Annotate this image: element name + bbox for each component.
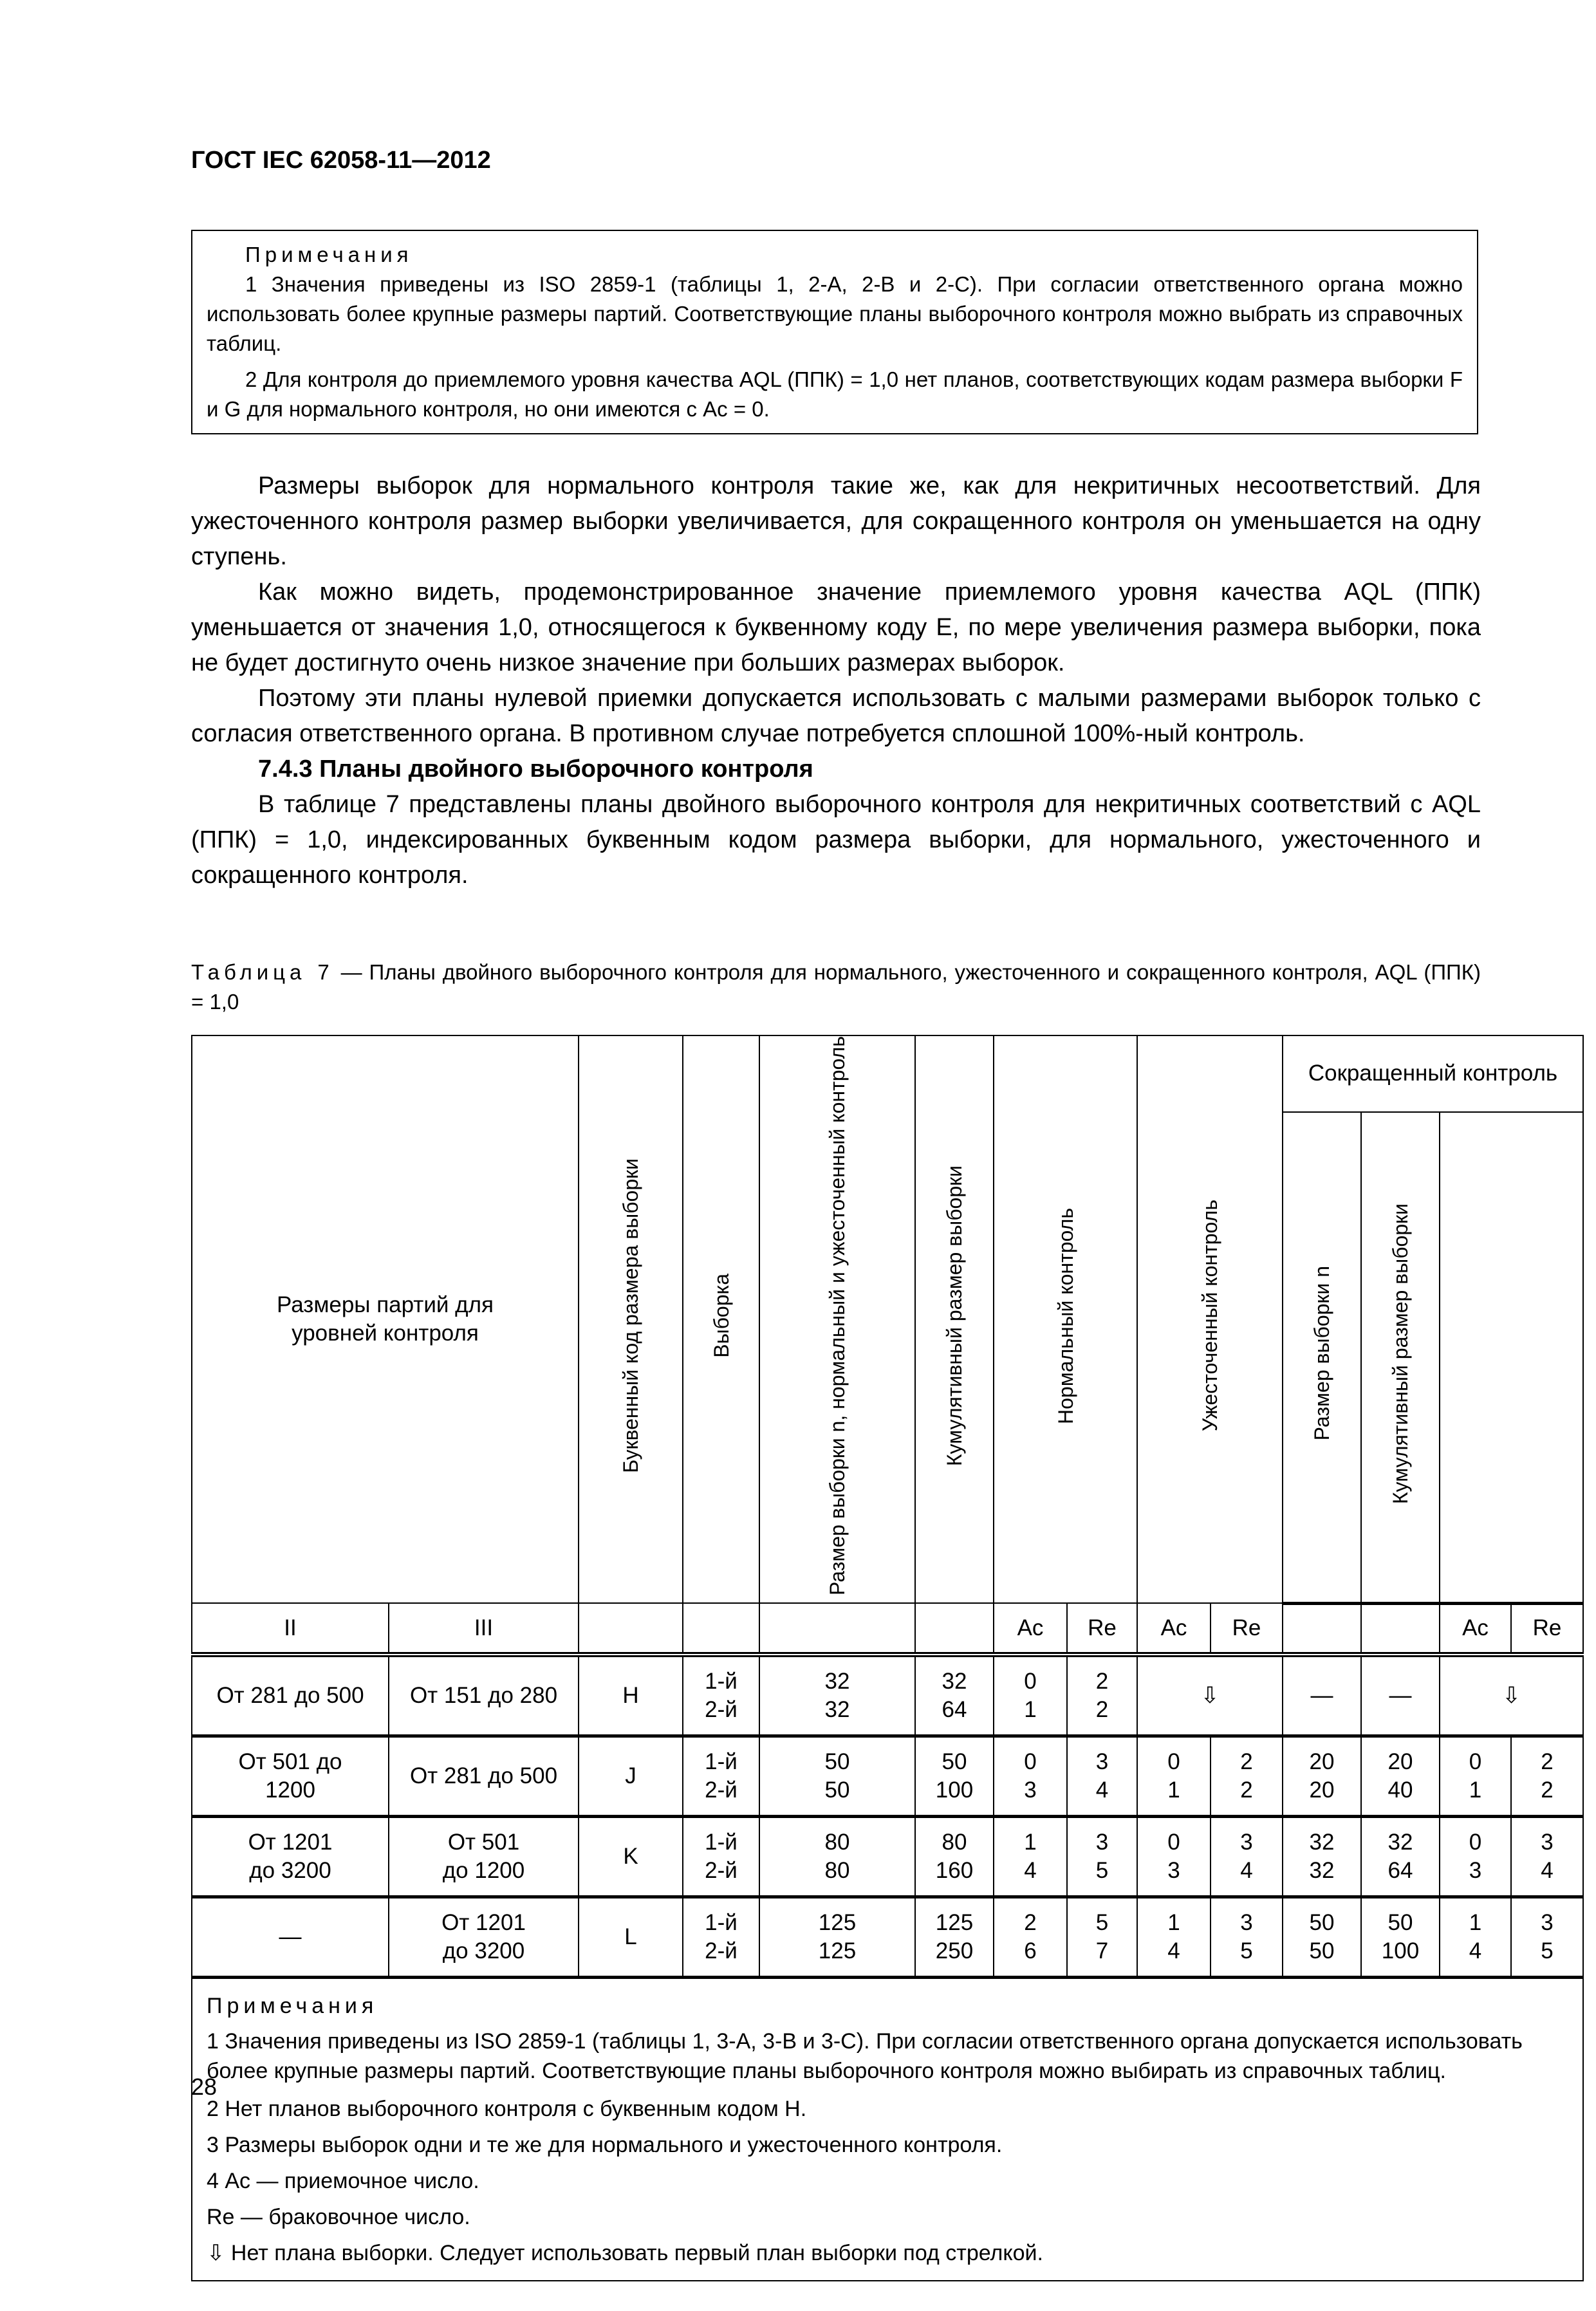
caption-text: — Планы двойного выборочного контроля для нормального, ужесточенного и сокращенного контроля, AQL (ППК) = 1,0: [191, 960, 1481, 1014]
table-note: 4 Ас — приемочное число.: [207, 2169, 479, 2193]
cell-sample: 1-й 2-й: [683, 1897, 759, 1978]
cell-lot-iii: От 151 до 280: [389, 1655, 579, 1736]
header-level-ii: II: [192, 1603, 389, 1655]
cell-normal-ac: 0 3: [994, 1736, 1067, 1817]
table-notes: [192, 1978, 1583, 2281]
cell-sample: 1-й 2-й: [683, 1736, 759, 1817]
cell-red-re: 3 4: [1511, 1817, 1583, 1897]
cell-normal-ac: 2 6: [994, 1897, 1067, 1978]
header-lot: Размеры партий для уровней контроля: [192, 1035, 579, 1603]
header-ac: Ac: [994, 1603, 1067, 1655]
cell-size: 50 50: [759, 1736, 915, 1817]
header-re: Re: [1211, 1603, 1283, 1655]
cell-code: J: [579, 1736, 683, 1817]
header-red-acre: [1440, 1112, 1583, 1603]
cell-lot-ii: От 281 до 500: [192, 1655, 389, 1736]
cell-red-ac: 0 3: [1440, 1817, 1511, 1897]
table-row: [192, 1655, 1583, 1736]
empty-cell: [915, 1603, 994, 1655]
empty-cell: [759, 1603, 915, 1655]
header-red-size: Размер выборки n: [1283, 1112, 1361, 1603]
section-heading: 7.4.3 Планы двойного выборочного контроля: [258, 756, 813, 783]
header-size: Размер выборки n, нормальный и ужесточенный контроль: [759, 1035, 915, 1603]
cell-tight-ac: 0 3: [1137, 1817, 1211, 1897]
arrow-down-icon: ⇩: [1137, 1655, 1283, 1736]
note-2: 2 Для контроля до приемлемого уровня качества AQL (ППК) = 1,0 нет планов, соответствующих кодам размера выборки F и G для нормального контроля, но они имеются с Ас = 0.: [207, 367, 1463, 421]
cell-code: K: [579, 1817, 683, 1897]
header-code: Буквенный код размера выборки: [579, 1035, 683, 1603]
table-notes-title: Примечания: [207, 1994, 378, 2018]
cell-cum: 32 64: [915, 1655, 994, 1736]
cell-normal-re: 2 2: [1067, 1655, 1137, 1736]
notes-box: [191, 230, 1478, 434]
cell-code: L: [579, 1897, 683, 1978]
table-note: 1 Значения приведены из ISO 2859-1 (таблицы 1, 3-А, 3-В и 3-С). При согласии ответственного органа допускается использовать более крупные размеры партий. Соответствующие планы выборочного контроля можно выбирать из справочных таблиц.: [207, 2029, 1523, 2083]
cell-tight-ac: 0 1: [1137, 1736, 1211, 1817]
cell-red-re: 2 2: [1511, 1736, 1583, 1817]
cell-size: 125 125: [759, 1897, 915, 1978]
cell-normal-ac: 0 1: [994, 1655, 1067, 1736]
cell-red-ac: 1 4: [1440, 1897, 1511, 1978]
table-note: ⇩ Нет плана выборки. Следует использовать первый план выборки под стрелкой.: [207, 2241, 1043, 2265]
cell-red-size: 50 50: [1283, 1897, 1361, 1978]
table-row: [192, 1736, 1583, 1817]
cell-red-size: 32 32: [1283, 1817, 1361, 1897]
table-row: [192, 1817, 1583, 1897]
header-ac: Ac: [1137, 1603, 1211, 1655]
table-note: 2 Нет планов выборочного контроля с буквенным кодом Н.: [207, 2097, 807, 2121]
cell-tight-re: 3 4: [1211, 1817, 1283, 1897]
cell-lot-ii: От 501 до 1200: [192, 1736, 389, 1817]
cell-red-ac: 0 1: [1440, 1736, 1511, 1817]
cell-red-cum: 32 64: [1361, 1817, 1440, 1897]
cell-sample: 1-й 2-й: [683, 1655, 759, 1736]
paragraph: Как можно видеть, продемонстрированное значение приемлемого уровня качества AQL (ППК) уменьшается от значения 1,0, относящегося к буквенному коду Е, по мере увеличения размера выборки, пока не будет достигнуто очень низкое значение при больших размерах выборок.: [191, 579, 1481, 676]
cell-tight-re: 2 2: [1211, 1736, 1283, 1817]
table-caption: [191, 958, 1481, 1017]
cell-lot-iii: От 1201 до 3200: [389, 1897, 579, 1978]
cell-normal-ac: 1 4: [994, 1817, 1067, 1897]
body-text: [191, 469, 1481, 893]
cell-lot-iii: От 281 до 500: [389, 1736, 579, 1817]
cell-red-cum: 20 40: [1361, 1736, 1440, 1817]
table-note: Re — браковочное число.: [207, 2205, 470, 2229]
caption-label: Таблица 7: [191, 960, 334, 984]
cell-red-cum: 50 100: [1361, 1897, 1440, 1978]
empty-cell: [579, 1603, 683, 1655]
header-red-cum: Кумулятивный размер выборки: [1361, 1112, 1440, 1603]
cell-cum: 80 160: [915, 1817, 994, 1897]
document-header: ГОСТ IEC 62058-11—2012: [191, 147, 491, 174]
cell-normal-re: 3 4: [1067, 1736, 1137, 1817]
cell-red-size: —: [1283, 1655, 1361, 1736]
table-note: 3 Размеры выборок одни и те же для нормального и ужесточенного контроля.: [207, 2133, 1003, 2157]
empty-cell: [1283, 1603, 1361, 1655]
paragraph: В таблице 7 представлены планы двойного выборочного контроля для некритичных соответствий с AQL (ППК) = 1,0, индексированных буквенным кодом размера выборки, для нормального, ужесточенного и сокращенного контроля.: [191, 791, 1481, 889]
cell-size: 32 32: [759, 1655, 915, 1736]
cell-cum: 50 100: [915, 1736, 994, 1817]
cell-lot-ii: От 1201 до 3200: [192, 1817, 389, 1897]
cell-red-size: 20 20: [1283, 1736, 1361, 1817]
header-normal: Нормальный контроль: [994, 1035, 1137, 1603]
arrow-down-icon: ⇩: [1440, 1655, 1583, 1736]
cell-tight-re: 3 5: [1211, 1897, 1283, 1978]
cell-size: 80 80: [759, 1817, 915, 1897]
paragraph: Поэтому эти планы нулевой приемки допускается использовать с малыми размерами выборок только с согласия ответственного органа. В противном случае потребуется сплошной 100%-ный контроль.: [191, 685, 1481, 747]
empty-cell: [1361, 1603, 1440, 1655]
header-re: Re: [1067, 1603, 1137, 1655]
empty-cell: [683, 1603, 759, 1655]
cell-normal-re: 5 7: [1067, 1897, 1137, 1978]
paragraph: Размеры выборок для нормального контроля такие же, как для некритичных несоответствий. Для ужесточенного контроля размер выборки увеличивается, для сокращенного контроля он уменьшается на одну ступень.: [191, 472, 1481, 570]
header-ac: Ac: [1440, 1603, 1511, 1655]
cell-lot-ii: —: [192, 1897, 389, 1978]
cell-lot-iii: От 501 до 1200: [389, 1817, 579, 1897]
header-tight: Ужесточенный контроль: [1137, 1035, 1283, 1603]
cell-tight-ac: 1 4: [1137, 1897, 1211, 1978]
cell-cum: 125 250: [915, 1897, 994, 1978]
cell-code: H: [579, 1655, 683, 1736]
page-number: 28: [191, 2074, 218, 2100]
header-reduced: Сокращенный контроль: [1283, 1035, 1583, 1112]
cell-sample: 1-й 2-й: [683, 1817, 759, 1897]
header-sample: Выборка: [683, 1035, 759, 1603]
cell-normal-re: 3 5: [1067, 1817, 1137, 1897]
table-row: [192, 1897, 1583, 1978]
header-cum: Кумулятивный размер выборки: [915, 1035, 994, 1603]
cell-red-re: 3 5: [1511, 1897, 1583, 1978]
sampling-table: [191, 1035, 1584, 2281]
header-re: Re: [1511, 1603, 1583, 1655]
note-1: 1 Значения приведены из ISO 2859-1 (таблицы 1, 2-А, 2-В и 2-С). При согласии ответственного органа можно использовать более крупные размеры партий. Соответствующие планы выборочного контроля можно выбрать из справочных таблиц.: [207, 272, 1463, 355]
cell-red-cum: —: [1361, 1655, 1440, 1736]
header-level-iii: III: [389, 1603, 579, 1655]
notes-title: Примечания: [245, 243, 413, 266]
